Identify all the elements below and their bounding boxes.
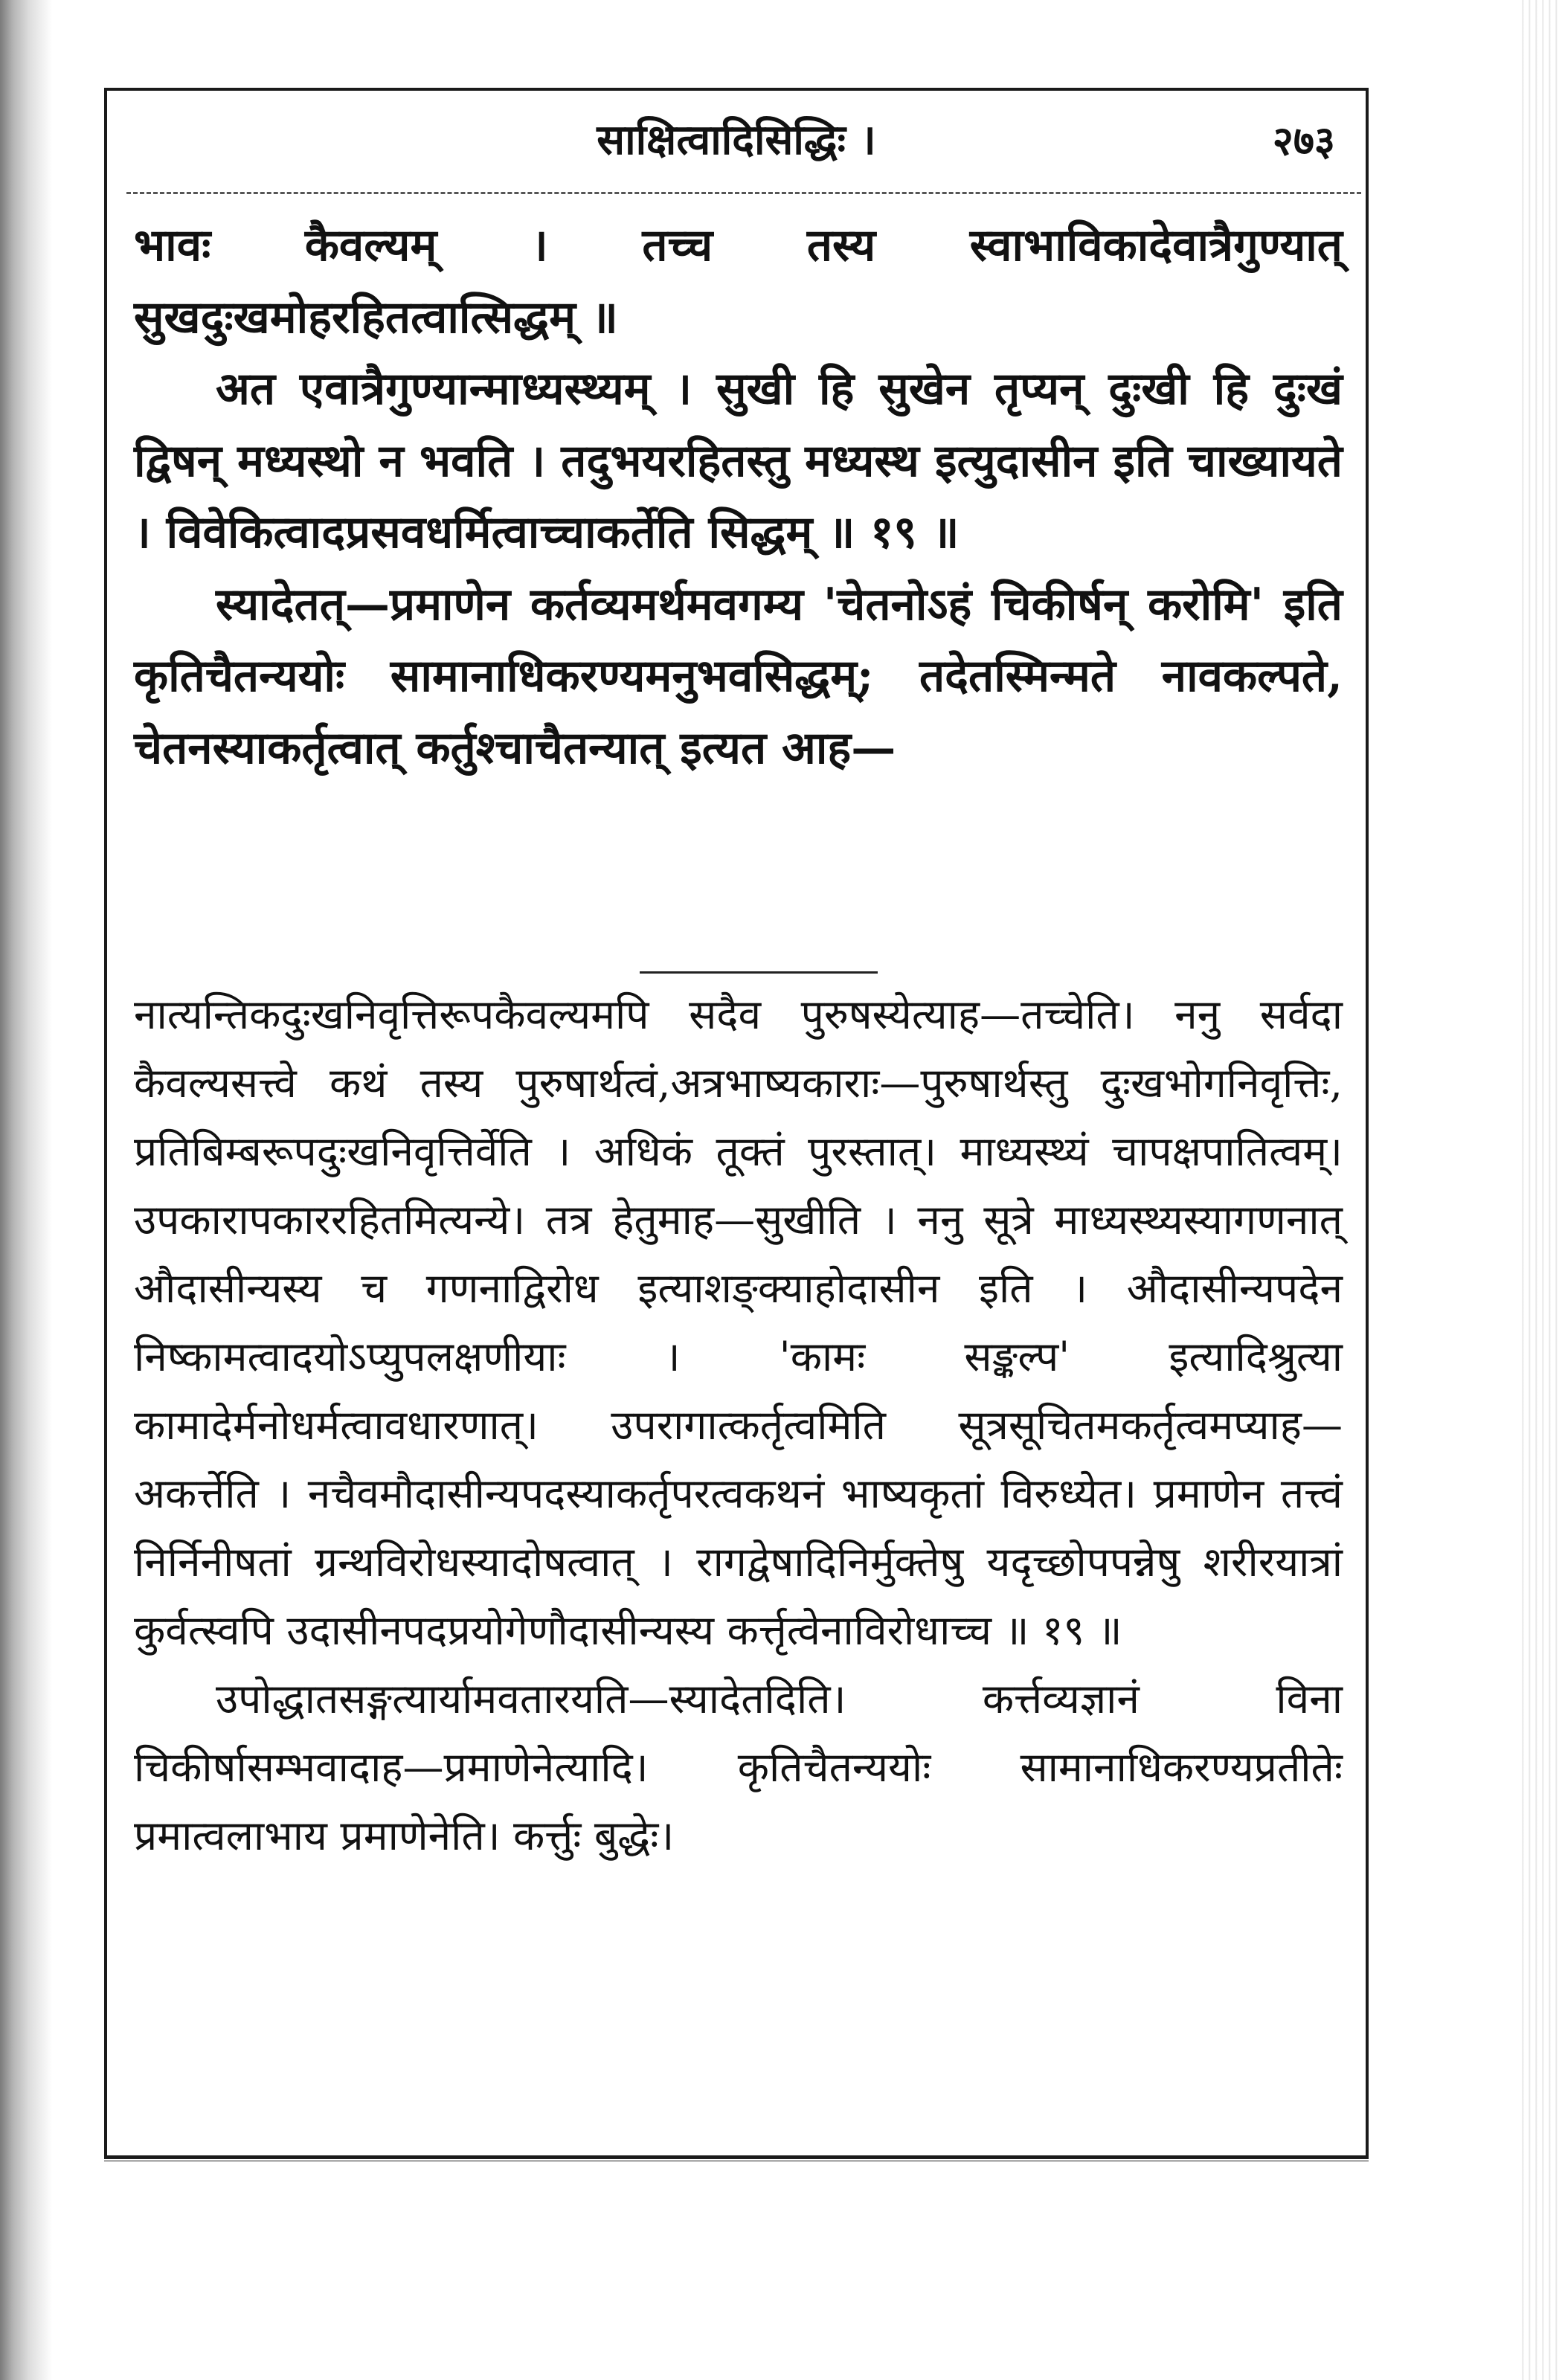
page-number: २७३: [1272, 117, 1335, 164]
running-title: साक्षित्वादिसिद्धिः ।: [597, 115, 876, 164]
commentary-paragraph: उपोद्धातसङ्गत्यार्यामवतारयति—स्यादेतदिति। कर्त्तव्यज्ञानं विना चिकीर्षासम्भवादाह—प्रमाणेनेत्यादि। कृतिचैतन्ययोः सामानाधिकरण्यप्रतीतेः प्रमात्वलाभाय प्रमाणेनेति। कर्त्तुः बुद्धेः।: [134, 1675, 1343, 1859]
footer-divider: [104, 2158, 1369, 2161]
main-paragraph: अत एवात्रैगुण्यान्माध्यस्थ्यम् । सुखी हि सुखेन तृप्यन् दुःखी हि दुःखं द्विषन् मध्यस्थो न भवति । तदुभयरहितस्तु मध्यस्थ इत्युदासीन इति चाख्यायते । विवेकित्वादप्रसवधर्मित्वाच्चाकर्तेति सिद्धम् ॥ १९ ॥: [134, 363, 1343, 559]
header-divider: [126, 192, 1361, 194]
commentary-text: [134, 980, 1343, 1870]
main-text: [134, 210, 1343, 784]
page-header: [108, 110, 1365, 192]
binding-shadow: [0, 0, 52, 2380]
page-edge: [1517, 0, 1562, 2380]
main-paragraph: स्यादेतत्—प्रमाणेन कर्तव्यमर्थमवगम्य 'चेतनोऽहं चिकीर्षन् करोमि' इति कृतिचैतन्ययोः सामानाधिकरण्यमनुभवसिद्धम्; तदेतस्मिन्मते नावकल्पते, चेतनस्याकर्तृत्वात् कर्तुश्चाचैतन्यात् इत्यत आह—: [134, 578, 1343, 774]
main-paragraph: भावः कैवल्यम् । तच्च तस्य स्वाभाविकादेवात्रैगुण्यात् सुखदुःखमोहरहितत्वात्सिद्धम् ॥: [134, 219, 1343, 344]
commentary-paragraph: नात्यन्तिकदुःखनिवृत्तिरूपकैवल्यमपि सदैव पुरुषस्येत्याह—तच्चेति। ननु सर्वदा कैवल्यसत्त्वे कथं तस्य पुरुषार्थत्वं,अत्रभाष्यकाराः—पुरुषार्थस्तु दुःखभोगनिवृत्तिः, प्रतिबिम्बरूपदुःखनिवृत्तिर्वेति । अधिकं तूक्तं पुरस्तात्। माध्यस्थ्यं चापक्षपातित्वम्। उपकारापकाररहितमित्यन्ये। तत्र हेतुमाह—सुखीति । ननु सूत्रे माध्यस्थ्यस्यागणनात् औदासीन्यस्य च गणनाद्विरोध इत्याशङ्क्याहोदासीन इति । औदासीन्यपदेन निष्कामत्वादयोऽप्युपलक्षणीयाः । 'कामः सङ्कल्प' इत्यादिश्रुत्या कामादेर्मनोधर्मत्वावधारणात्। उपरागात्कर्तृत्वमिति सूत्रसूचितमकर्तृत्वमप्याह—अकर्त्तेति । नचैवमौदासीन्यपदस्याकर्तृपरत्वकथनं भाष्यकृतां विरुध्येत। प्रमाणेन तत्त्वं निर्निनीषतां ग्रन्थविरोधस्यादोषत्वात् । रागद्वेषादिनिर्मुक्तेषु यदृच्छोपपन्नेषु शरीरयात्रां कुर्वत्स्वपि उदासीनपदप्रयोगेणौदासीन्यस्य कर्त्तृत्वेनाविरोधाच्च ॥ १९ ॥: [134, 991, 1343, 1654]
section-divider: [640, 971, 878, 974]
